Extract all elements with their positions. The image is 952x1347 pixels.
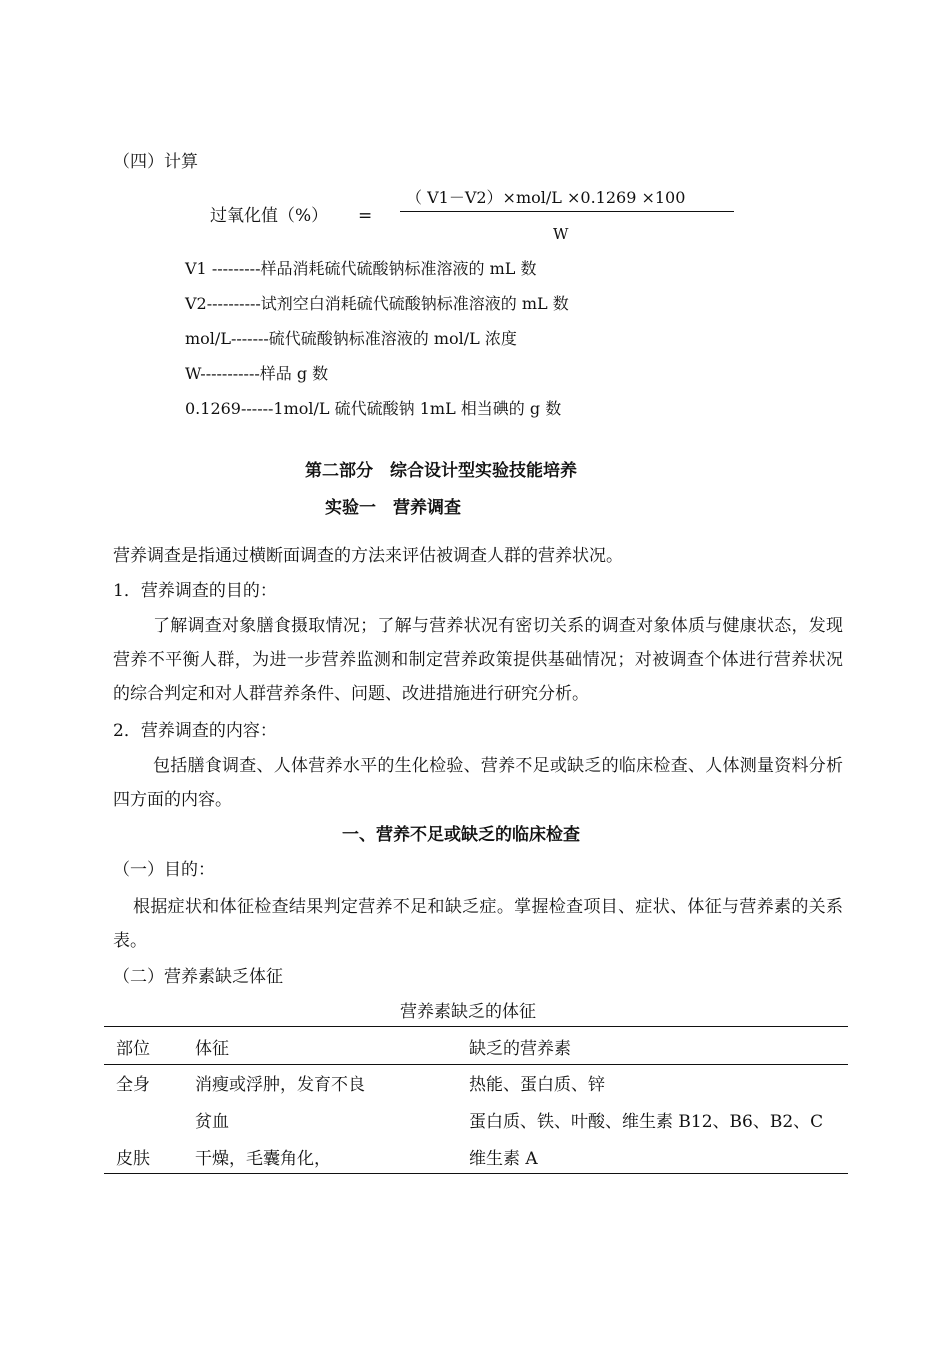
table-top-rule [104, 1026, 848, 1027]
content-paragraph: 包括膳食调查、人体营养水平的生化检验、营养不足或缺乏的临床检查、人体测量资料分析四方面的内容。 [113, 756, 843, 810]
formula-numerator: （ V1－V2）×mol/L ×0.1269 ×100 [406, 188, 686, 207]
table-cell: 维生素 A [469, 1149, 538, 1169]
definition-line: V1 ---------样品消耗硫代硫酸钠标准溶液的 mL 数 [185, 259, 537, 278]
table-cell: 蛋白质、铁、叶酸、维生素 B12、B6、B2、C [469, 1112, 824, 1132]
table-cell: 热能、蛋白质、锌 [469, 1075, 605, 1095]
aim-heading: （一）目的： [113, 860, 215, 880]
definition-line: 0.1269------1mol/L 硫代硫酸钠 1mL 相当碘的 g 数 [185, 399, 562, 418]
table-header-cell: 缺乏的营养素 [469, 1039, 571, 1059]
table-cell: 皮肤 [116, 1149, 150, 1169]
table-header-rule [104, 1064, 848, 1065]
table-cell: 贫血 [195, 1112, 229, 1132]
table-caption: 营养素缺乏的体征 [400, 1002, 536, 1022]
table-bottom-rule [104, 1173, 848, 1174]
intro-text: 营养调查是指通过横断面调查的方法来评估被调查人群的营养状况。 [113, 546, 623, 566]
aim-paragraph: 根据症状和体征检查结果判定营养不足和缺乏症。掌握检查项目、症状、体征与营养素的关系表。 [113, 897, 843, 951]
table-header-cell: 部位 [116, 1039, 150, 1059]
formula-label: 过氧化值（%） [210, 206, 329, 226]
purpose-paragraph: 了解调查对象膳食摄取情况；了解与营养状况有密切关系的调查对象体质与健康状态，发现营养不平衡人群，为进一步营养监测和制定营养政策提供基础情况；对被调查个体进行营养状况的综合判定和对人群营养条件、问题、改进措施进行研究分析。 [113, 616, 843, 704]
clinical-title: 一、营养不足或缺乏的临床检查 [342, 825, 580, 845]
purpose-heading: 1．营养调查的目的： [113, 581, 277, 601]
definition-line: mol/L-------硫代硫酸钠标准溶液的 mol/L 浓度 [185, 329, 517, 348]
fraction-bar [400, 211, 734, 212]
table-cell: 干燥，毛囊角化， [195, 1149, 331, 1169]
formula-equals: = [358, 206, 373, 226]
content-heading: 2．营养调查的内容： [113, 721, 277, 741]
definition-line: V2----------试剂空白消耗硫代硫酸钠标准溶液的 mL 数 [185, 294, 569, 313]
part-title: 第二部分 综合设计型实验技能培养 [305, 461, 577, 481]
table-cell: 消瘦或浮肿，发育不良 [195, 1075, 365, 1095]
section-heading-calc: （四）计算 [113, 152, 198, 172]
table-header-cell: 体征 [195, 1039, 229, 1059]
table-cell: 全身 [116, 1075, 150, 1095]
signs-heading: （二）营养素缺乏体征 [113, 967, 283, 987]
formula-denominator: W [553, 225, 569, 243]
definition-line: W-----------样品 g 数 [185, 364, 329, 383]
experiment-title: 实验一 营养调查 [325, 498, 461, 518]
